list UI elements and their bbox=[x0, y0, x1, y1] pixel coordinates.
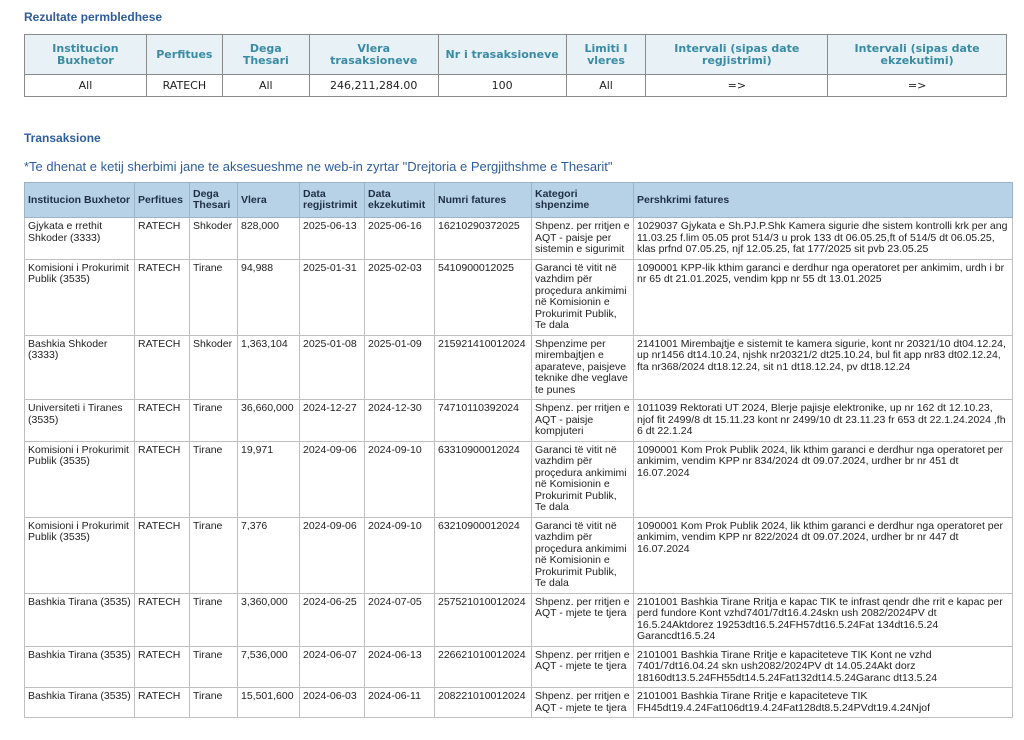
summary-row bbox=[25, 75, 1007, 97]
table-cell: 2024-09-06 bbox=[300, 517, 365, 593]
table-cell: 2101001 Bashkia Tirane Rritje e kapaciteteve TIK Kont ne vzhd 7401/7dt16.04.24 skn ush2082/2024PV dt 14.05.24Akt dorz 18160dt13.5.24FH55dt14.5.24Fat132dt14.5.24Garanc dt13.5.24 bbox=[634, 646, 1013, 688]
table-cell: RATECH bbox=[135, 688, 190, 718]
table-cell: Komisioni i Prokurimit Publik (3535) bbox=[25, 517, 135, 593]
table-cell: Shpenz. per rritjen e AQT - mjete te tjera bbox=[532, 688, 634, 718]
column-header[interactable]: Vlera bbox=[238, 183, 300, 218]
table-cell: Komisioni i Prokurimit Publik (3535) bbox=[25, 259, 135, 335]
table-cell: 2141001 Mirembajtje e sistemit te kamera sigurie, kont nr 20321/10 dt04.12.24, up nr1456 dt14.10.24, njshk nr20321/2 dt25.10.24, bul fit app nr83 dt02.12.24, fta nr368/2024 dt18.12.24, sit n1 dt18.12.24, pv dt18.12.24 bbox=[634, 335, 1013, 400]
table-cell: 7,536,000 bbox=[238, 646, 300, 688]
table-cell: 2101001 Bashkia Tirane Rritja e kapac TIK te infrast qendr dhe rrit e kapac per perd fundore Kont vzhd7401/7dt16.4.24skn ush 2082/2024PV dt 16.5.24Aktdorez 19253dt16.5.24FH57dt16.5.24Fat 134dt16.5.24 Garancdt16.5.24 bbox=[634, 593, 1013, 646]
table-cell: Tirane bbox=[190, 646, 238, 688]
table-cell: RATECH bbox=[135, 259, 190, 335]
table-cell: Universiteti i Tiranes (3535) bbox=[25, 400, 135, 442]
table-cell: RATECH bbox=[135, 218, 190, 260]
table-cell: Shpenzime per mirembajtjen e aparateve, paisjeve teknike dhe veglave te punes bbox=[532, 335, 634, 400]
table-cell: Shpenz. per rritjen e AQT - mjete te tjera bbox=[532, 646, 634, 688]
summary-cell: 100 bbox=[438, 75, 566, 97]
transactions-table bbox=[24, 182, 1013, 718]
table-row[interactable] bbox=[25, 517, 1013, 593]
table-row[interactable] bbox=[25, 688, 1013, 718]
table-cell: Garanci të vitit në vazhdim për proçedura ankimimi në Komisionin e Prokurimit Publik, Te dala bbox=[532, 259, 634, 335]
summary-header: Intervali (sipas date regjistrimi) bbox=[646, 35, 828, 75]
table-cell: 1011039 Rektorati UT 2024, Blerje pajisje elektronike, up nr 162 dt 12.10.23, njof fit 2499/8 dt 15.11.23 kont nr 2499/10 dt 23.11.23 fr 653 dt 22.1.24.2024 ,fh 6 dt 22.1.24 bbox=[634, 400, 1013, 442]
table-row[interactable] bbox=[25, 218, 1013, 260]
summary-cell: All bbox=[222, 75, 309, 97]
summary-header: Perfitues bbox=[146, 35, 222, 75]
summary-cell: All bbox=[566, 75, 646, 97]
column-header[interactable]: Data regjistrimit bbox=[300, 183, 365, 218]
table-cell: Shkoder bbox=[190, 335, 238, 400]
table-cell: RATECH bbox=[135, 517, 190, 593]
table-cell: Tirane bbox=[190, 400, 238, 442]
table-row[interactable] bbox=[25, 335, 1013, 400]
table-cell: 2024-06-07 bbox=[300, 646, 365, 688]
table-cell: Shpenz. per rritjen e AQT - mjete te tjera bbox=[532, 593, 634, 646]
table-cell: 1,363,104 bbox=[238, 335, 300, 400]
summary-cell: => bbox=[828, 75, 1007, 97]
table-cell: 2024-06-11 bbox=[365, 688, 435, 718]
table-cell: Tirane bbox=[190, 688, 238, 718]
column-header[interactable]: Dega Thesari bbox=[190, 183, 238, 218]
table-cell: Shkoder bbox=[190, 218, 238, 260]
table-cell: 2024-12-27 bbox=[300, 400, 365, 442]
table-cell: 36,660,000 bbox=[238, 400, 300, 442]
table-cell: 19,971 bbox=[238, 441, 300, 517]
table-cell: RATECH bbox=[135, 646, 190, 688]
table-cell: Gjykata e rrethit Shkoder (3333) bbox=[25, 218, 135, 260]
table-cell: Tirane bbox=[190, 593, 238, 646]
table-cell: 15,501,600 bbox=[238, 688, 300, 718]
table-cell: 2024-06-25 bbox=[300, 593, 365, 646]
table-cell: 74710110392024 bbox=[435, 400, 532, 442]
table-cell: 2024-06-13 bbox=[365, 646, 435, 688]
column-header[interactable]: Institucion Buxhetor bbox=[25, 183, 135, 218]
table-cell: 2025-06-16 bbox=[365, 218, 435, 260]
table-cell: Shpenz. per rritjen e AQT - paisje per sistemin e sigurimit bbox=[532, 218, 634, 260]
table-cell: 2025-01-08 bbox=[300, 335, 365, 400]
data-source-notice: *Te dhenat e ketij sherbimi jane te aksesueshme ne web-in zyrtar "Drejtoria e Pergjithshme e Thesarit" bbox=[24, 159, 613, 174]
summary-cell: All bbox=[25, 75, 147, 97]
table-cell: 2101001 Bashkia Tirane Rritje e kapaciteteve TIK FH45dt19.4.24Fat106dt19.4.24Fat128dt8.5.24PVdt19.4.24Njof bbox=[634, 688, 1013, 718]
table-cell: 2024-09-10 bbox=[365, 441, 435, 517]
table-cell: 257521010012024 bbox=[435, 593, 532, 646]
table-cell: 3,360,000 bbox=[238, 593, 300, 646]
summary-header: Limiti I vleres bbox=[566, 35, 646, 75]
table-cell: 215921410012024 bbox=[435, 335, 532, 400]
table-cell: 2025-02-03 bbox=[365, 259, 435, 335]
table-cell: 208221010012024 bbox=[435, 688, 532, 718]
column-header[interactable]: Kategori shpenzime bbox=[532, 183, 634, 218]
table-cell: 2024-09-06 bbox=[300, 441, 365, 517]
table-cell: Bashkia Shkoder (3333) bbox=[25, 335, 135, 400]
table-cell: 7,376 bbox=[238, 517, 300, 593]
summary-cell: 246,211,284.00 bbox=[309, 75, 438, 97]
table-cell: Tirane bbox=[190, 517, 238, 593]
table-cell: 2025-01-31 bbox=[300, 259, 365, 335]
table-cell: RATECH bbox=[135, 400, 190, 442]
summary-header: Vlera trasaksioneve bbox=[309, 35, 438, 75]
table-cell: 828,000 bbox=[238, 218, 300, 260]
summary-header-row bbox=[25, 35, 1007, 75]
column-header[interactable]: Perfitues bbox=[135, 183, 190, 218]
table-cell: 2024-06-03 bbox=[300, 688, 365, 718]
table-cell: Tirane bbox=[190, 259, 238, 335]
table-cell: 1090001 Kom Prok Publik 2024, lik kthim garanci e derdhur nga operatoret per ankimim, vendim KPP nr 822/2024 dt 09.07.2024, urdher br nr 447 dt 16.07.2024 bbox=[634, 517, 1013, 593]
transactions-header-row bbox=[25, 183, 1013, 218]
summary-cell: => bbox=[646, 75, 828, 97]
table-cell: Bashkia Tirana (3535) bbox=[25, 646, 135, 688]
column-header[interactable]: Numri fatures bbox=[435, 183, 532, 218]
table-cell: Shpenz. per rritjen e AQT - paisje kompjuteri bbox=[532, 400, 634, 442]
table-cell: 63210900012024 bbox=[435, 517, 532, 593]
table-row[interactable] bbox=[25, 646, 1013, 688]
table-cell: Bashkia Tirana (3535) bbox=[25, 593, 135, 646]
table-cell: Bashkia Tirana (3535) bbox=[25, 688, 135, 718]
table-cell: 2025-01-09 bbox=[365, 335, 435, 400]
table-cell: Garanci të vitit në vazhdim për proçedura ankimimi në Komisionin e Prokurimit Publik, Te dala bbox=[532, 441, 634, 517]
table-cell: Komisioni i Prokurimit Publik (3535) bbox=[25, 441, 135, 517]
column-header[interactable]: Pershkrimi fatures bbox=[634, 183, 1013, 218]
table-cell: 1090001 KPP-lik kthim garanci e derdhur nga operatoret per ankimim, urdh i br nr 65 dt 21.01.2025, vendim kpp nr 55 dt 13.01.2025 bbox=[634, 259, 1013, 335]
table-cell: 63310900012024 bbox=[435, 441, 532, 517]
table-cell: RATECH bbox=[135, 335, 190, 400]
table-cell: 94,988 bbox=[238, 259, 300, 335]
summary-title: Rezultate permbledhese bbox=[24, 10, 163, 24]
table-cell: 1029037 Gjykata e Sh.PJ.P.Shk Kamera sigurie dhe sistem kontrolli krk per ang 11.03.25 f.lim 05.05 prot 514/3 u prok 133 dt 06.05.25,ft of 514/5 dt 06.05.25, klas prfnd 07.05.25, njf 12.05.25, fat 177/2025 sit pvb 23.05.25 bbox=[634, 218, 1013, 260]
table-cell: 2025-06-13 bbox=[300, 218, 365, 260]
table-cell: RATECH bbox=[135, 441, 190, 517]
table-row[interactable] bbox=[25, 593, 1013, 646]
table-cell: 2024-07-05 bbox=[365, 593, 435, 646]
table-cell: Garanci të vitit në vazhdim për proçedura ankimimi në Komisionin e Prokurimit Publik, Te dala bbox=[532, 517, 634, 593]
summary-header: Dega Thesari bbox=[222, 35, 309, 75]
summary-header: Intervali (sipas date ekzekutimi) bbox=[828, 35, 1007, 75]
summary-header: Nr i trasaksioneve bbox=[438, 35, 566, 75]
transactions-body bbox=[25, 218, 1013, 718]
transactions-title: Transaksione bbox=[24, 131, 101, 145]
column-header[interactable]: Data ekzekutimit bbox=[365, 183, 435, 218]
table-cell: 226621010012024 bbox=[435, 646, 532, 688]
table-row[interactable] bbox=[25, 441, 1013, 517]
summary-header: Institucion Buxhetor bbox=[25, 35, 147, 75]
table-cell: 2024-09-10 bbox=[365, 517, 435, 593]
summary-table bbox=[24, 34, 1007, 97]
table-cell: 1090001 Kom Prok Publik 2024, lik kthim garanci e derdhur nga operatoret per ankimim, vendim KPP nr 834/2024 dt 09.07.2024, urdher br nr 451 dt 16.07.2024 bbox=[634, 441, 1013, 517]
table-cell: Tirane bbox=[190, 441, 238, 517]
table-cell: 5410900012025 bbox=[435, 259, 532, 335]
table-row[interactable] bbox=[25, 259, 1013, 335]
table-row[interactable] bbox=[25, 400, 1013, 442]
table-cell: RATECH bbox=[135, 593, 190, 646]
summary-cell: RATECH bbox=[146, 75, 222, 97]
table-cell: 16210290372025 bbox=[435, 218, 532, 260]
table-cell: 2024-12-30 bbox=[365, 400, 435, 442]
